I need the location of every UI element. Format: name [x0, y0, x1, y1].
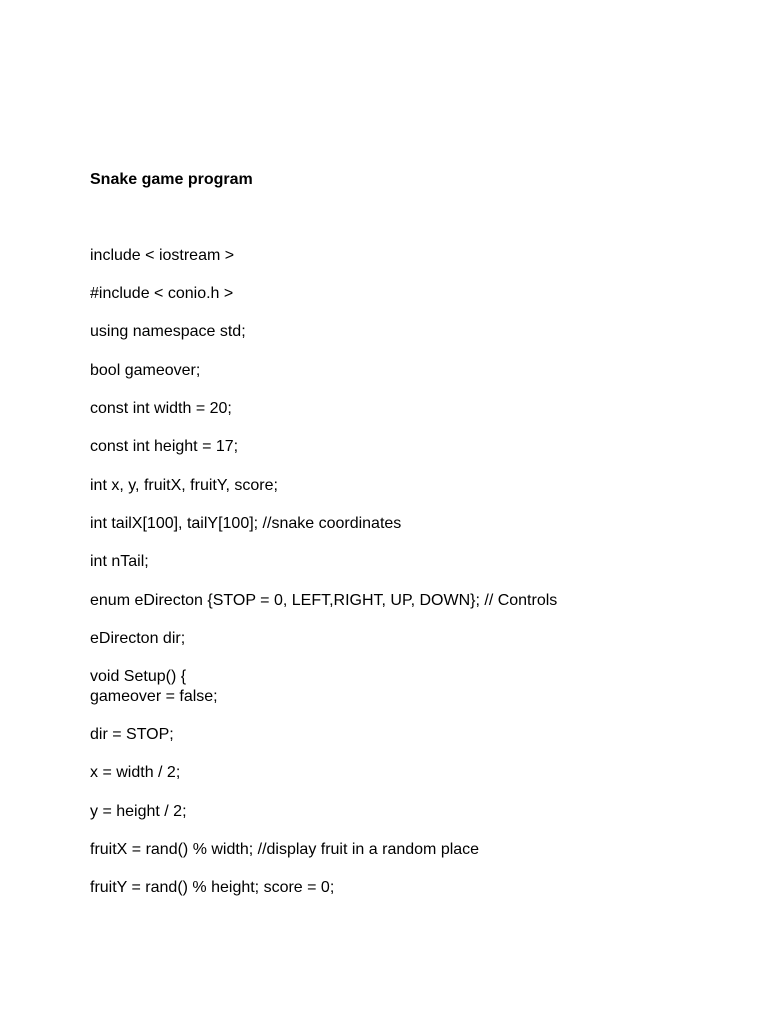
code-line: dir = STOP;	[90, 726, 174, 743]
code-line: int nTail;	[90, 553, 149, 570]
code-line: int x, y, fruitX, fruitY, score;	[90, 477, 278, 494]
code-line: const int width = 20;	[90, 400, 232, 417]
code-line: include < iostream >	[90, 247, 235, 264]
code-line: fruitY = rand() % height; score = 0;	[90, 879, 335, 896]
code-line: #include < conio.h >	[90, 285, 234, 302]
code-line: using namespace std;	[90, 323, 246, 340]
code-line: void Setup() {	[90, 668, 187, 685]
code-line: gameover = false;	[90, 688, 218, 705]
document-title: Snake game program	[90, 171, 253, 188]
code-line: fruitX = rand() % width; //display fruit in a random place	[90, 841, 480, 858]
code-line: y = height / 2;	[90, 803, 187, 820]
code-line: bool gameover;	[90, 362, 201, 379]
code-line: int tailX[100], tailY[100]; //snake coordinates	[90, 515, 402, 532]
code-line: enum eDirecton {STOP = 0, LEFT,RIGHT, UP, DOWN}; // Controls	[90, 592, 558, 609]
code-line: x = width / 2;	[90, 764, 181, 781]
code-line: const int height = 17;	[90, 438, 239, 455]
code-line: eDirecton dir;	[90, 630, 186, 647]
